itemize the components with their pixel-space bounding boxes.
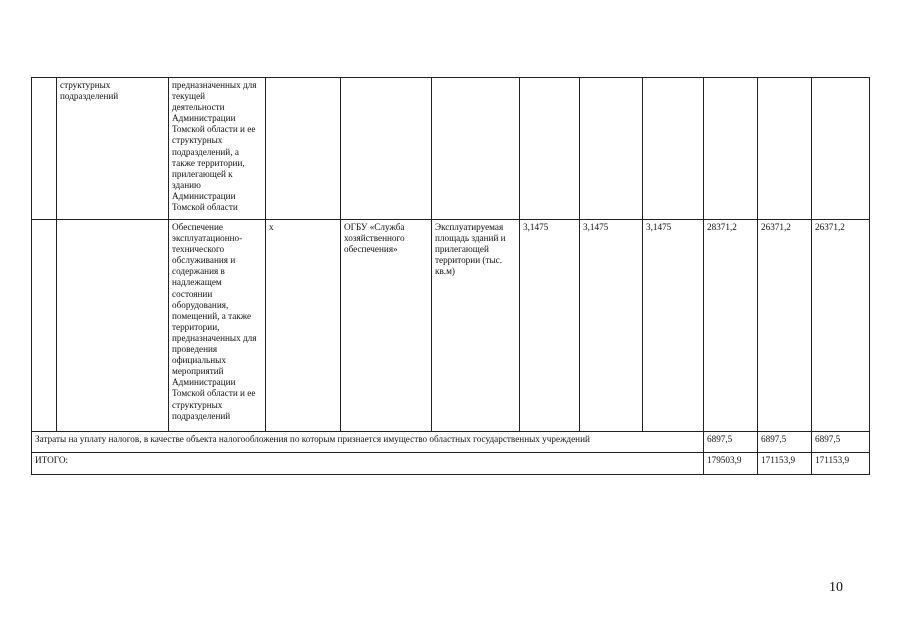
cost-cell-1: 28371,2 [704,220,758,432]
value-cell-3: 3,1475 [643,220,704,432]
taxes-row [32,432,870,453]
cost-cell-3: 26371,2 [812,220,870,432]
value-cell-1 [520,78,580,220]
table-row-2 [32,220,870,432]
taxes-cost-3: 6897,5 [812,432,870,453]
purpose-cell: предназначенных для текущей деятельности Администрации Томской области и ее структурных подразделений, а также территории, прилегающей к зданию Администрации Томской области [169,78,266,220]
total-cost-2: 171153,9 [758,453,812,475]
cost-cell-3 [812,78,870,220]
taxes-cost-2: 6897,5 [758,432,812,453]
subunit-cell [57,220,169,432]
value-cell-3 [643,78,704,220]
total-cost-3: 171153,9 [812,453,870,475]
indicator-cell: Эксплуатируемая площадь зданий и прилегающей территории (тыс. кв.м) [432,220,520,432]
purpose-cell: Обеспечение эксплуатационно- технического обслуживания и содержания в надлежащем состоянии оборудования, помещений, а также территории, предназначенных для проведения официальных мероприятий Администрации Томской области и ее структурных подразделений [169,220,266,432]
marker-cell: х [266,220,341,432]
budget-table [31,77,870,475]
value-cell-2: 3,1475 [580,220,643,432]
institution-cell: ОГБУ «Служба хозяйственного обеспечения» [341,220,432,432]
page-number: 10 [829,580,843,595]
cost-cell-2: 26371,2 [758,220,812,432]
taxes-cost-1: 6897,5 [704,432,758,453]
value-cell-2 [580,78,643,220]
marker-cell [266,78,341,220]
total-cost-1: 179503,9 [704,453,758,475]
index-cell [32,78,57,220]
subunit-cell: структурных подразделений [57,78,169,220]
table-row-1 [32,78,870,220]
indicator-cell [432,78,520,220]
value-cell-1: 3,1475 [520,220,580,432]
total-label: ИТОГО: [32,453,704,475]
index-cell [32,220,57,432]
institution-cell [341,78,432,220]
taxes-label: Затраты на уплату налогов, в качестве объекта налогообложения по которым признается имущество областных государственных учреждений [32,432,704,453]
cost-cell-1 [704,78,758,220]
cost-cell-2 [758,78,812,220]
total-row [32,453,870,475]
